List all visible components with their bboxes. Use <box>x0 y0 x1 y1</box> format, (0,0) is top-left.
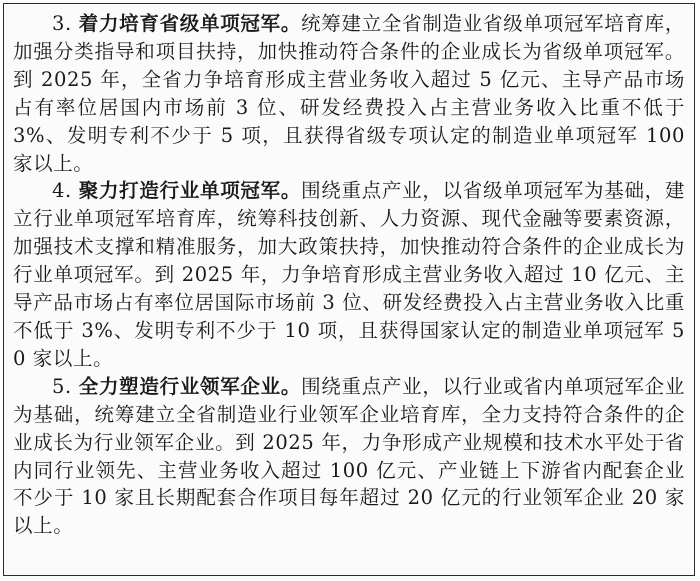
section-3-title: 着力培育省级单项冠军。 <box>78 12 302 35</box>
section-3-body: 统筹建立全省制造业省级单项冠军培育库，加强分类指导和项目扶持，加快推动符合条件的企业成长为省级单项冠军。到 2025 年，全省力争培育形成主营业务收入超过 5 亿元、主导产品市场占有率位居国内市场前 3 位、研发经费投入占主营业务收入比重不低于 3%、发明专利不少于 5 项，且获得省级专项认定的制造业单项冠军 100 家以上。 <box>13 12 685 175</box>
section-3-paragraph <box>13 10 685 177</box>
document-body <box>13 10 685 540</box>
section-4-body: 围绕重点产业，以省级单项冠军为基础，建立行业单项冠军培育库，统筹科技创新、人力资源、现代金融等要素资源，加强技术支撑和精准服务，加大政策扶持，加快推动符合条件的企业成长为行业单项冠军。到 2025 年，力争培育形成主营业务收入超过 10 亿元、主导产品市场占有率位居国际市场前 3 位、研发经费投入占主营业务收入比重不低于 3%、发明专利不少于 10 项，且获得国家认定的制造业单项冠军 50 家以上。 <box>13 179 685 370</box>
section-4-paragraph <box>13 177 685 372</box>
section-5-number: 5. <box>52 374 72 398</box>
section-4-number: 4. <box>52 179 72 203</box>
section-5-body: 围绕重点产业，以行业或省内单项冠军企业为基础，统筹建立全省制造业行业领军企业培育库，全力支持符合条件的企业成长为行业领军企业。到 2025 年，力争形成产业规模和技术水平处于省内同行业领先、主营业务收入超过 100 亿元、产业链上下游省内配套企业不少于 10 家且长期配套合作项目每年超过 20 亿元的行业领军企业 20 家以上。 <box>13 374 685 538</box>
section-4-title: 聚力打造行业单项冠军。 <box>78 179 302 203</box>
document-frame <box>3 3 695 576</box>
section-5-title: 全力塑造行业领军企业。 <box>78 374 302 398</box>
section-3-number: 3. <box>52 12 72 35</box>
section-5-paragraph <box>13 373 685 540</box>
